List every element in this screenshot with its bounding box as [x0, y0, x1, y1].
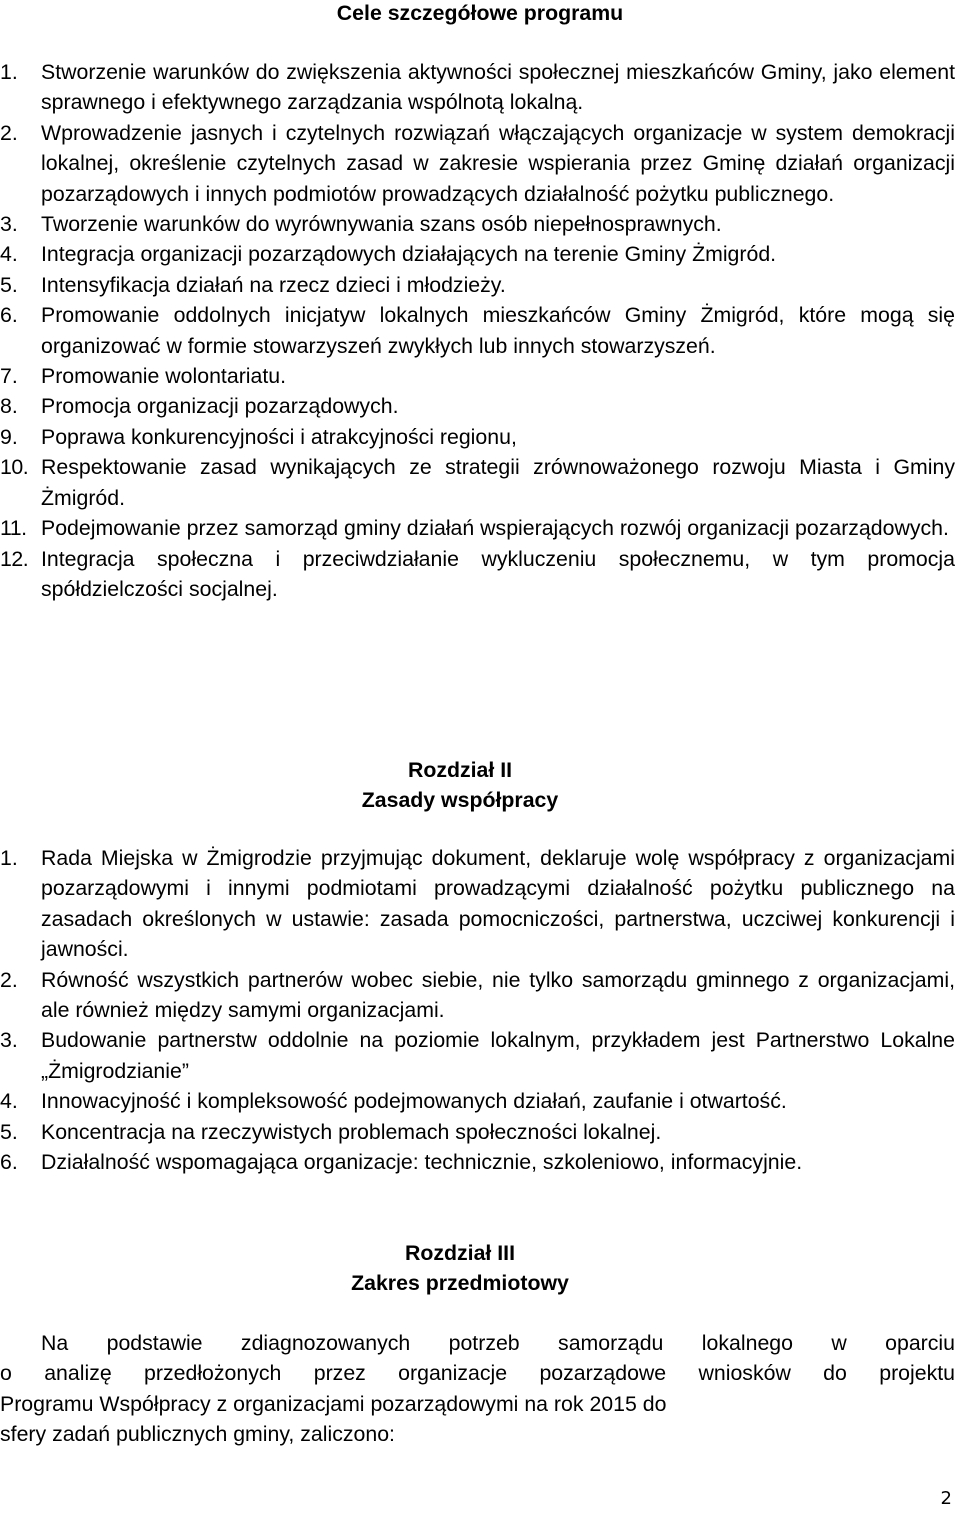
list-item: [0, 300, 955, 361]
list-item: [0, 1117, 955, 1147]
item-text: Promowanie wolontariatu.: [41, 364, 287, 389]
item-number: 8.: [0, 394, 18, 419]
principles-list: [0, 843, 955, 1177]
section-title: Zakres przedmiotowy: [351, 1271, 569, 1295]
intro-paragraph: [0, 1328, 955, 1450]
item-text: Integracja organizacji pozarządowych działających na terenie Gminy Żmigród.: [41, 242, 777, 267]
item-number: 10.: [0, 455, 29, 480]
list-item: [0, 209, 955, 239]
item-text: Rada Miejska w Żmigrodzie przyjmując dokument, deklaruje wolę współpracy z organizacjami pozarządowymi i innymi podmiotami prowadzącymi działalność pożytku publicznego na zasadach określonych w ustawie: zasada pomocniczości, partnerstwa, uczciwej konkurencji i jawności.: [41, 846, 955, 962]
item-text: Integracja społeczna i przeciwdziałanie wykluczeniu społecznemu, w tym promocja spółdzielczości socjalnej.: [41, 546, 955, 601]
section-title: Cele szczegółowe programu: [336, 1, 624, 25]
list-item: [0, 965, 955, 1026]
list-item: [0, 270, 955, 300]
item-text: Stworzenie warunków do zwiększenia aktywności społecznej mieszkańców Gminy, jako element sprawnego i efektywnego zarządzania wspólnotą lokalną.: [41, 60, 955, 115]
item-text: Respektowanie zasad wynikających ze strategii zrównoważonego rozwoju Miasta i Gminy Żmigród.: [41, 455, 955, 510]
paragraph-line: Programu Współpracy z organizacjami pozarządowymi na rok 2015 do: [0, 1391, 667, 1416]
item-number: 1.: [0, 60, 18, 84]
list-item: [0, 1025, 955, 1086]
list-item: [0, 1147, 955, 1177]
paragraph-line: sfery zadań publicznych gminy, zaliczono:: [0, 1422, 395, 1447]
list-item: [0, 239, 955, 269]
item-number: 12.: [0, 546, 29, 571]
item-number: 3.: [0, 1028, 18, 1053]
list-item: [0, 513, 955, 543]
list-item: [0, 118, 955, 209]
section-title: Zasady współpracy: [361, 788, 559, 812]
list-item: [0, 544, 955, 605]
item-text: Działalność wspomagająca organizacje: technicznie, szkoleniowo, informacyjnie.: [41, 1150, 803, 1175]
item-number: 7.: [0, 364, 18, 389]
item-text: Intensyfikacja działań na rzecz dzieci i młodzieży.: [41, 272, 506, 297]
list-item: [0, 843, 955, 965]
item-text: Promowanie oddolnych inicjatyw lokalnych mieszkańców Gminy Żmigród, które mogą się organizować w formie stowarzyszeń zwykłych lub innych stowarzyszeń.: [41, 303, 955, 358]
chapter-heading: Rozdział II: [407, 758, 513, 782]
item-text: Promocja organizacji pozarządowych.: [41, 394, 399, 419]
item-number: 9.: [0, 424, 18, 449]
chapter-heading: Rozdział III: [404, 1241, 516, 1265]
item-text: Wprowadzenie jasnych i czytelnych rozwiązań włączających organizacje w system demokracji lokalnej, określenie czytelnych zasad w zakresie wspierania przez Gminę działań organizacji pozarządowych i innych podmiotów prowadzących działalność pożytku publicznego.: [41, 120, 955, 206]
item-text: Innowacyjność i kompleksowość podejmowanych działań, zaufanie i otwartość.: [41, 1089, 787, 1114]
goals-list: [0, 57, 955, 604]
item-number: 6.: [0, 1150, 18, 1175]
item-number: 2.: [0, 967, 18, 992]
item-text: Równość wszystkich partnerów wobec siebie, nie tylko samorządu gminnego z organizacjami, ale również między samymi organizacjami.: [41, 967, 955, 1023]
item-number: 5.: [0, 272, 18, 297]
item-text: Budowanie partnerstw oddolnie na poziomie lokalnym, przykładem jest Partnerstwo Lokalne „Żmigrodzianie”: [41, 1028, 955, 1083]
item-number: 4.: [0, 242, 18, 267]
list-item: [0, 361, 955, 391]
item-number: 11.: [0, 516, 27, 541]
item-text: Tworzenie warunków do wyrównywania szans osób niepełnosprawnych.: [41, 212, 722, 237]
paragraph-line: o analizę przedłożonych przez organizacje pozarządowe wniosków do projektu: [0, 1361, 955, 1386]
item-number: 1.: [0, 846, 18, 870]
list-item: [0, 452, 955, 513]
item-text: Poprawa konkurencyjności i atrakcyjności regionu,: [41, 424, 517, 449]
item-number: 5.: [0, 1119, 18, 1144]
item-number: 3.: [0, 212, 18, 237]
item-number: 6.: [0, 303, 18, 328]
item-text: Podejmowanie przez samorząd gminy działań wspierających rozwój organizacji pozarządowych.: [41, 516, 949, 541]
list-item: [0, 391, 955, 421]
item-text: Koncentracja na rzeczywistych problemach społeczności lokalnej.: [41, 1119, 662, 1144]
item-number: 2.: [0, 120, 18, 145]
item-number: 4.: [0, 1089, 18, 1114]
list-item: [0, 422, 955, 452]
page-number: 2: [940, 1488, 952, 1509]
paragraph-line: Na podstawie zdiagnozowanych potrzeb samorządu lokalnego w oparciu: [41, 1331, 955, 1355]
list-item: [0, 57, 955, 118]
list-item: [0, 1086, 955, 1116]
